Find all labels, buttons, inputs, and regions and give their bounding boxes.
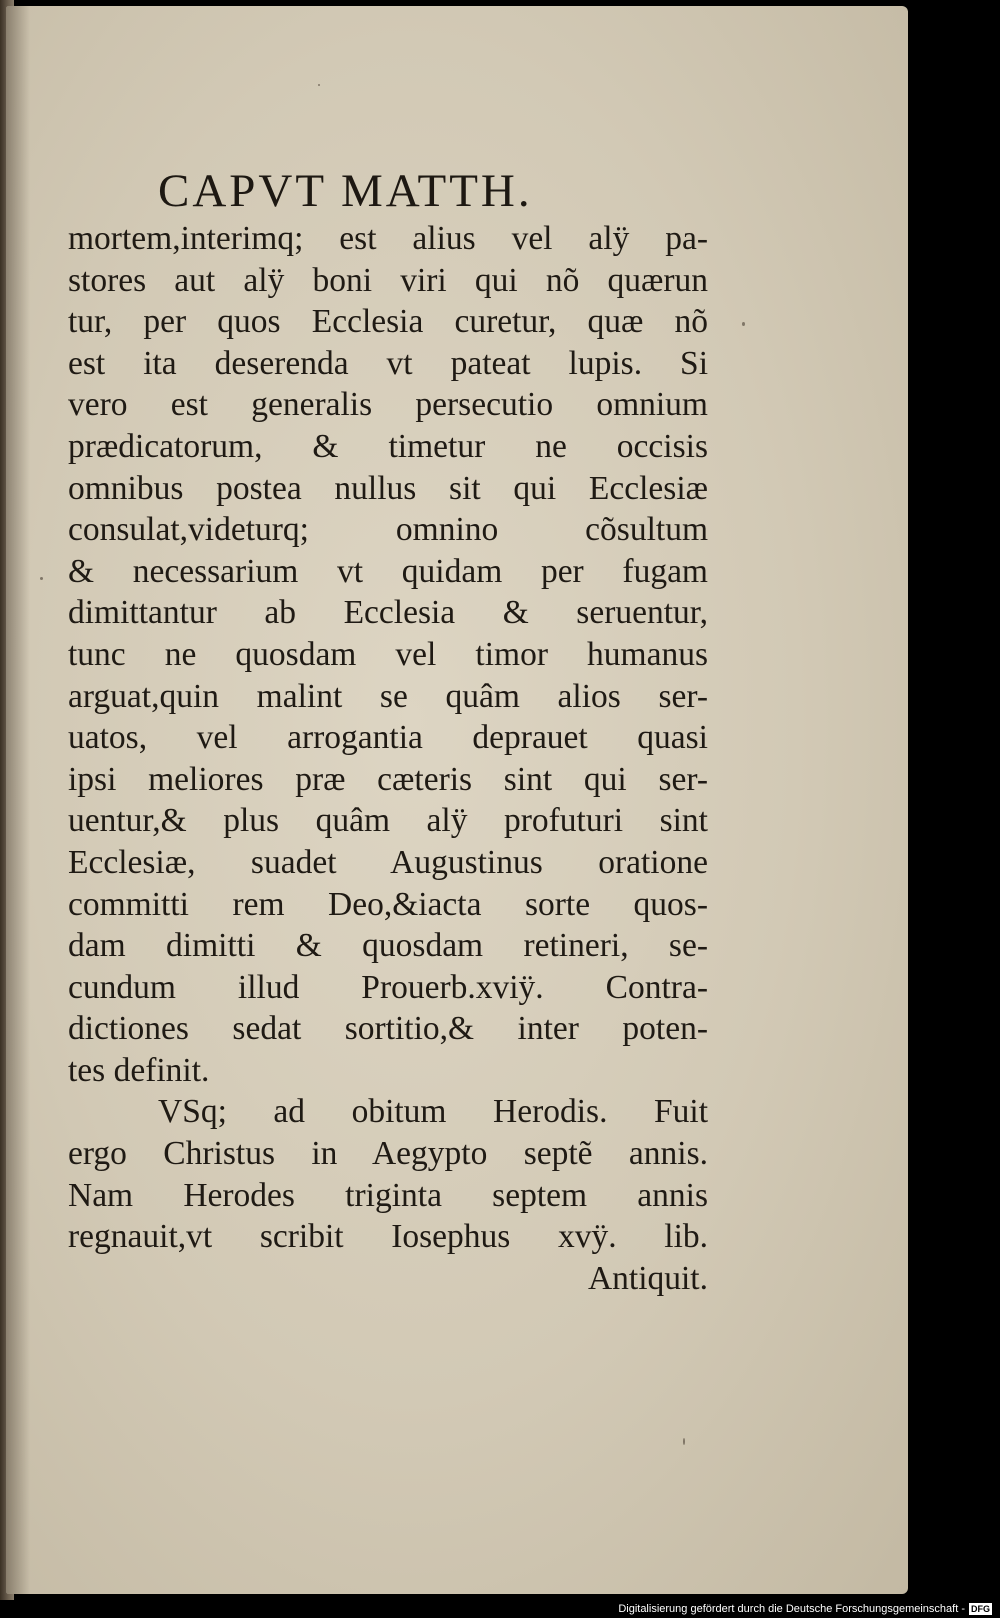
text-line: & necessarium vt quidam per fugam — [68, 552, 708, 590]
footer-credit: Digitalisierung gefördert durch die Deutsche Forschungsgemeinschaft - — [618, 1602, 965, 1615]
paper-speck — [40, 577, 43, 580]
paper-speck — [683, 1438, 685, 1445]
dfg-logo: DFG — [971, 1603, 990, 1614]
text-line: regnauit,vt scribit Iosephus xvÿ. lib. — [68, 1218, 708, 1256]
running-head: CAPVT MATTH. — [158, 165, 533, 217]
text-line: dictiones sedat sortitio,& inter poten- — [68, 1010, 708, 1048]
book-page — [6, 6, 908, 1594]
text-line: tunc ne quosdam vel timor humanus — [68, 635, 708, 673]
text-line: arguat,quin malint se quâm alios ser- — [68, 677, 708, 715]
text-line: Nam Herodes triginta septem annis — [68, 1176, 708, 1214]
text-line: tes definit. — [68, 1051, 210, 1089]
text-line: consulat,videturq; omnino cõsultum — [68, 511, 708, 549]
body-text — [68, 218, 708, 1299]
paper-speck — [742, 322, 745, 326]
text-line: VSq; ad obitum Herodis. Fuit — [158, 1093, 708, 1131]
paper-speck — [318, 84, 320, 86]
text-line: cundum illud Prouerb.xviÿ. Contra- — [68, 968, 708, 1006]
text-line: dam dimitti & quosdam retineri, se- — [68, 927, 708, 965]
text-line: uatos, vel arrogantia deprauet quasi — [68, 719, 708, 757]
text-line: Antiquit. — [587, 1259, 708, 1297]
text-line: ergo Christus in Aegypto septẽ annis. — [68, 1135, 708, 1173]
text-line: tur, per quos Ecclesia curetur, quæ nõ — [68, 303, 708, 341]
text-line: ipsi meliores præ cæteris sint qui ser- — [68, 760, 708, 798]
text-line: est ita deserenda vt pateat lupis. Si — [68, 344, 708, 382]
text-line: omnibus postea nullus sit qui Ecclesiæ — [68, 469, 708, 507]
text-line: stores aut alÿ boni viri qui nõ quærun — [68, 261, 708, 299]
text-line: committi rem Deo,&iacta sorte quos- — [68, 885, 708, 923]
text-line: mortem,interimq; est alius vel alÿ pa- — [68, 220, 708, 257]
text-line: Ecclesiæ, suadet Augustinus oratione — [68, 843, 708, 881]
text-line: vero est generalis persecutio omnium — [68, 386, 708, 424]
text-line: uentur,& plus quâm alÿ profuturi sint — [68, 802, 708, 840]
digitization-footer — [560, 1599, 1000, 1618]
text-line: dimittantur ab Ecclesia & seruentur, — [68, 594, 708, 632]
text-line: prædicatorum, & timetur ne occisis — [68, 427, 708, 465]
